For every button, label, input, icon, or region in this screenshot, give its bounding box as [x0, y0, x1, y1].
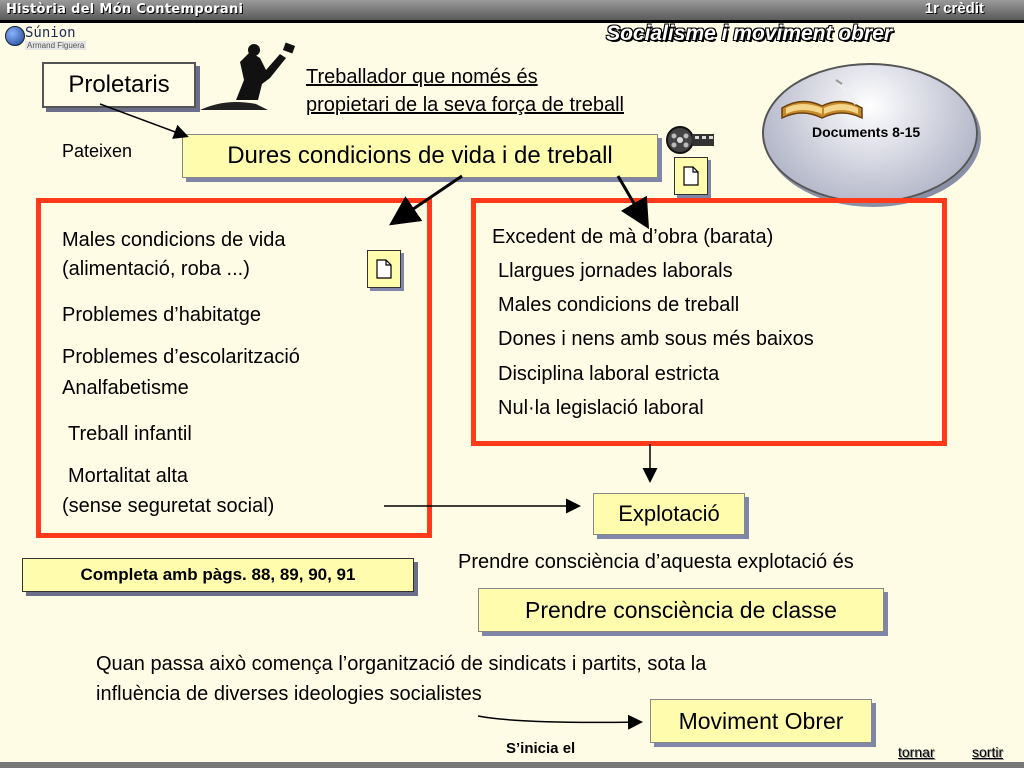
arrow-quan-moviment — [478, 716, 640, 722]
tornar-link[interactable]: tornar — [898, 744, 935, 760]
consciencia-classe-box: Prendre consciència de classe — [478, 588, 884, 632]
definition-line1: Treballador que només és — [306, 66, 538, 88]
left-item: Treball infantil — [68, 423, 192, 445]
completa-note: Completa amb pàgs. 88, 89, 90, 91 — [22, 558, 414, 592]
sortir-link[interactable]: sortir — [972, 744, 1004, 760]
left-item: Analfabetisme — [62, 377, 189, 399]
book-quill-icon — [778, 78, 868, 126]
right-item: Excedent de mà d’obra (barata) — [492, 226, 774, 248]
pateixen-label: Pateixen — [62, 141, 133, 161]
arrow-proletaris-dures — [100, 104, 186, 136]
explotacio-box: Explotació — [593, 493, 745, 535]
documents-label[interactable]: Documents 8-15 — [812, 124, 921, 140]
right-item: Nul·la legislació laboral — [498, 397, 704, 419]
right-item: Llargues jornades laborals — [498, 260, 733, 282]
left-item: Mortalitat alta — [68, 465, 189, 487]
right-item: Males condicions de treball — [498, 294, 740, 316]
left-item: Problemes d’habitatge — [62, 304, 262, 326]
prendre-text: Prendre consciència d’aquesta explotació és — [458, 551, 854, 573]
right-item: Dones i nens amb sous més baixos — [498, 328, 814, 350]
dures-condicions-box: Dures condicions de vida i de treball — [182, 134, 658, 178]
left-item: Problemes d’escolarització — [62, 346, 300, 368]
left-item: Males condicions de vida — [62, 229, 286, 251]
logo-name: Súnion — [25, 25, 76, 41]
document-icon[interactable] — [674, 157, 708, 195]
logo-author: Armand Figuera — [27, 41, 85, 50]
quan-line2: influència de diverses ideologies socialistes — [96, 683, 482, 705]
credit-label: 1r crèdit — [924, 0, 984, 17]
right-item: Disciplina laboral estricta — [498, 363, 720, 385]
quan-line1: Quan passa això comença l’organització de sindicats i partits, sota la — [96, 653, 707, 675]
left-item: (sense seguretat social) — [62, 495, 275, 517]
definition-line2: propietari de la seva força de treball — [306, 94, 624, 116]
worker-silhouette-icon — [196, 40, 306, 112]
footer-bar — [0, 762, 1024, 768]
page-title: Socialisme i moviment obrer — [606, 22, 892, 45]
left-item: (alimentació, roba ...) — [62, 258, 250, 280]
inicia-label: S’inicia el — [506, 740, 576, 757]
film-reel-icon[interactable] — [664, 124, 716, 156]
moviment-obrer-box: Moviment Obrer — [650, 699, 872, 743]
globe-logo-icon — [5, 26, 25, 46]
course-title: Història del Món Contemporani — [6, 2, 244, 17]
proletaris-box: Proletaris — [42, 62, 196, 108]
